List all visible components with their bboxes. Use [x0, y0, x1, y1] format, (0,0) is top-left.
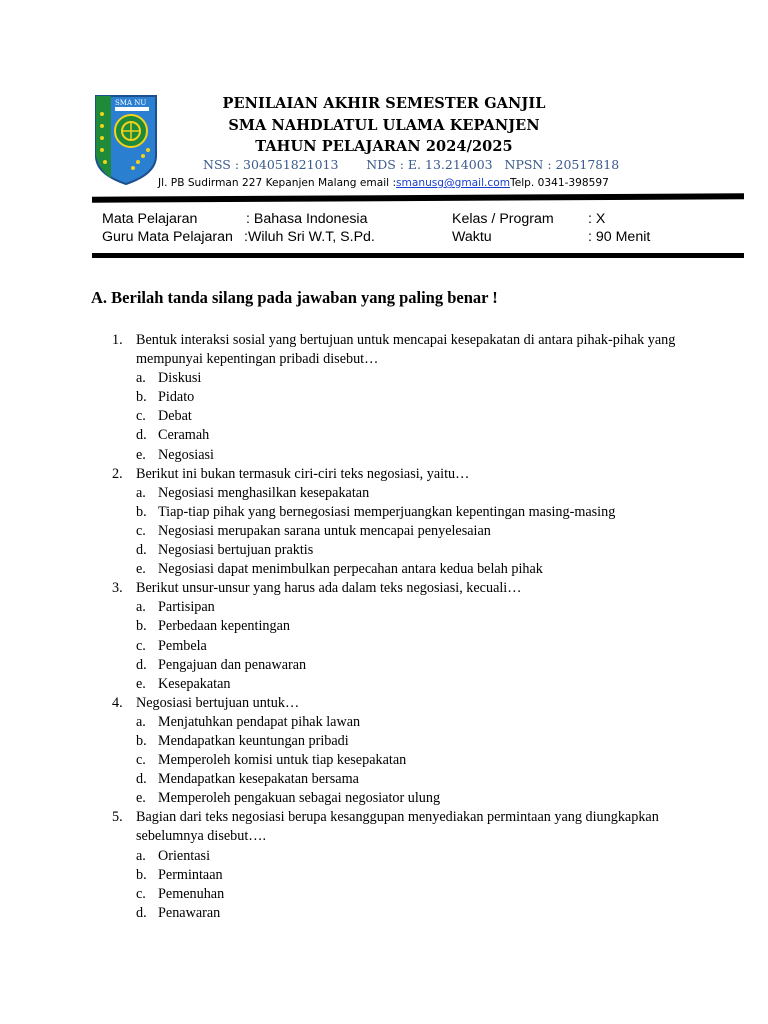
answer-option[interactable]	[0, 446, 768, 465]
answer-option[interactable]	[0, 656, 768, 675]
option-text: Orientasi	[158, 847, 211, 864]
option-letter: a.	[136, 370, 146, 387]
question-text: Berikut unsur-unsur yang harus ada dalam teks negosiasi, kecuali…	[136, 580, 522, 597]
option-letter: e.	[136, 446, 146, 463]
option-text: Pengajuan dan penawaran	[158, 656, 307, 673]
option-text: Diskusi	[158, 370, 202, 387]
answer-option[interactable]	[0, 407, 768, 426]
option-text: Pemenuhan	[158, 885, 225, 902]
answer-option[interactable]	[0, 885, 768, 904]
option-text: Partisipan	[158, 599, 215, 616]
question-number: 1.	[112, 332, 123, 348]
option-letter: a.	[136, 847, 146, 864]
teacher-value: :Wiluh Sri W.T, S.Pd.	[244, 229, 375, 245]
answer-option[interactable]	[0, 904, 768, 923]
option-letter: b.	[136, 503, 147, 520]
class-label: Kelas / Program	[452, 211, 554, 227]
address-text: Jl. PB Sudirman 227 Kepanjen Malang email :	[158, 177, 397, 189]
option-text: Menjatuhkan pendapat pihak lawan	[158, 713, 361, 730]
question-number: 4.	[112, 694, 123, 711]
question-number: 5.	[112, 809, 123, 826]
question-text: Berikut ini bukan termasuk ciri-ciri teks negosiasi, yaitu…	[136, 465, 470, 482]
answer-option[interactable]	[0, 770, 768, 789]
option-letter: d.	[136, 904, 147, 921]
school-identifiers: NSS : 304051821013 NDS : E. 13.214003 NPSN : 20517818	[203, 157, 620, 172]
email-link[interactable]: smanusg@gmail.com	[396, 177, 511, 189]
phone-text: Telp. 0341-398597	[510, 177, 609, 189]
info-divider	[92, 253, 744, 258]
question-1	[0, 331, 768, 465]
answer-option[interactable]	[0, 732, 768, 751]
time-label: Waktu	[452, 229, 492, 245]
question-number: 3.	[112, 580, 123, 597]
answer-option[interactable]	[0, 369, 768, 388]
answer-option[interactable]	[0, 503, 768, 522]
option-letter: d.	[136, 771, 147, 788]
option-text: Ceramah	[158, 427, 210, 444]
header-divider	[92, 193, 744, 202]
question-text: Bentuk interaksi sosial yang bertujuan untuk mencapai kesepakatan di antara pihak-pihak yang mempunyai kepentingan pribadi disebut…	[136, 332, 676, 368]
option-text: Pidato	[158, 389, 195, 406]
option-letter: d.	[136, 656, 147, 673]
question-number: 2.	[112, 465, 123, 482]
option-text: Pembela	[158, 637, 207, 654]
option-text: Memperoleh komisi untuk tiap kesepakatan	[158, 752, 407, 769]
option-letter: c.	[136, 637, 146, 654]
option-text: Permintaan	[158, 866, 223, 883]
option-letter: a.	[136, 484, 146, 501]
answer-option[interactable]	[0, 675, 768, 694]
option-letter: b.	[136, 389, 147, 406]
option-text: Mendapatkan keuntungan pribadi	[158, 732, 349, 749]
option-text: Mendapatkan kesepakatan bersama	[158, 771, 359, 788]
answer-option[interactable]	[0, 866, 768, 885]
option-text: Penawaran	[158, 904, 221, 921]
option-letter: b.	[136, 618, 147, 635]
option-text: Negosiasi menghasilkan kesepakatan	[158, 484, 370, 501]
answer-option[interactable]	[0, 560, 768, 579]
question-3	[0, 579, 768, 694]
option-letter: a.	[136, 599, 146, 616]
question-list	[0, 331, 768, 923]
answer-option[interactable]	[0, 426, 768, 445]
answer-option[interactable]	[0, 617, 768, 636]
answer-option[interactable]	[0, 598, 768, 617]
option-text: Negosiasi dapat menimbulkan perpecahan antara kedua belah pihak	[158, 561, 543, 578]
subject-value: : Bahasa Indonesia	[246, 211, 368, 227]
option-letter: b.	[136, 732, 147, 749]
answer-option[interactable]	[0, 847, 768, 866]
question-5	[0, 808, 768, 923]
option-letter: b.	[136, 866, 147, 883]
option-letter: a.	[136, 713, 146, 730]
section-title: A. Berilah tanda silang pada jawaban yang paling benar !	[91, 288, 498, 307]
option-text: Tiap-tiap pihak yang bernegosiasi memperjuangkan kepentingan masing-masing	[158, 503, 616, 520]
answer-option[interactable]	[0, 713, 768, 732]
option-letter: d.	[136, 427, 147, 444]
option-text: Negosiasi merupakan sarana untuk mencapai penyelesaian	[158, 522, 491, 539]
option-text: Perbedaan kepentingan	[158, 618, 290, 635]
option-text: Kesepakatan	[158, 675, 231, 692]
option-letter: c.	[136, 408, 146, 425]
option-text: Memperoleh pengakuan sebagai negosiator ulung	[158, 790, 441, 807]
option-letter: c.	[136, 752, 146, 769]
school-address	[158, 177, 609, 189]
answer-option[interactable]	[0, 484, 768, 503]
class-value: : X	[588, 211, 606, 227]
question-4	[0, 694, 768, 809]
answer-option[interactable]	[0, 789, 768, 808]
time-value: : 90 Menit	[588, 229, 651, 245]
option-letter: e.	[136, 561, 146, 578]
option-text: Debat	[158, 408, 192, 425]
academic-year: TAHUN PELAJARAN 2024/2025	[255, 138, 513, 155]
answer-option[interactable]	[0, 637, 768, 656]
question-text: Negosiasi bertujuan untuk…	[136, 694, 300, 711]
option-letter: e.	[136, 790, 146, 807]
option-letter: c.	[136, 885, 146, 902]
option-text: Negosiasi bertujuan praktis	[158, 542, 314, 559]
answer-option[interactable]	[0, 388, 768, 407]
teacher-label: Guru Mata Pelajaran	[102, 229, 233, 245]
question-2	[0, 465, 768, 580]
exam-title: PENILAIAN AKHIR SEMESTER GANJIL	[222, 95, 546, 112]
subject-label: Mata Pelajaran	[102, 211, 198, 227]
option-text: Negosiasi	[158, 446, 214, 463]
answer-option[interactable]	[0, 751, 768, 770]
answer-option[interactable]	[0, 541, 768, 560]
option-letter: c.	[136, 522, 146, 539]
answer-option[interactable]	[0, 522, 768, 541]
option-letter: d.	[136, 542, 147, 559]
option-letter: e.	[136, 675, 146, 692]
question-text: Bagian dari teks negosiasi berupa kesanggupan menyediakan permintaan yang diungkapkan sebelumnya disebut….	[136, 809, 659, 845]
logo-text: SMA NU	[115, 99, 147, 107]
school-name: SMA NAHDLATUL ULAMA KEPANJEN	[228, 117, 540, 134]
